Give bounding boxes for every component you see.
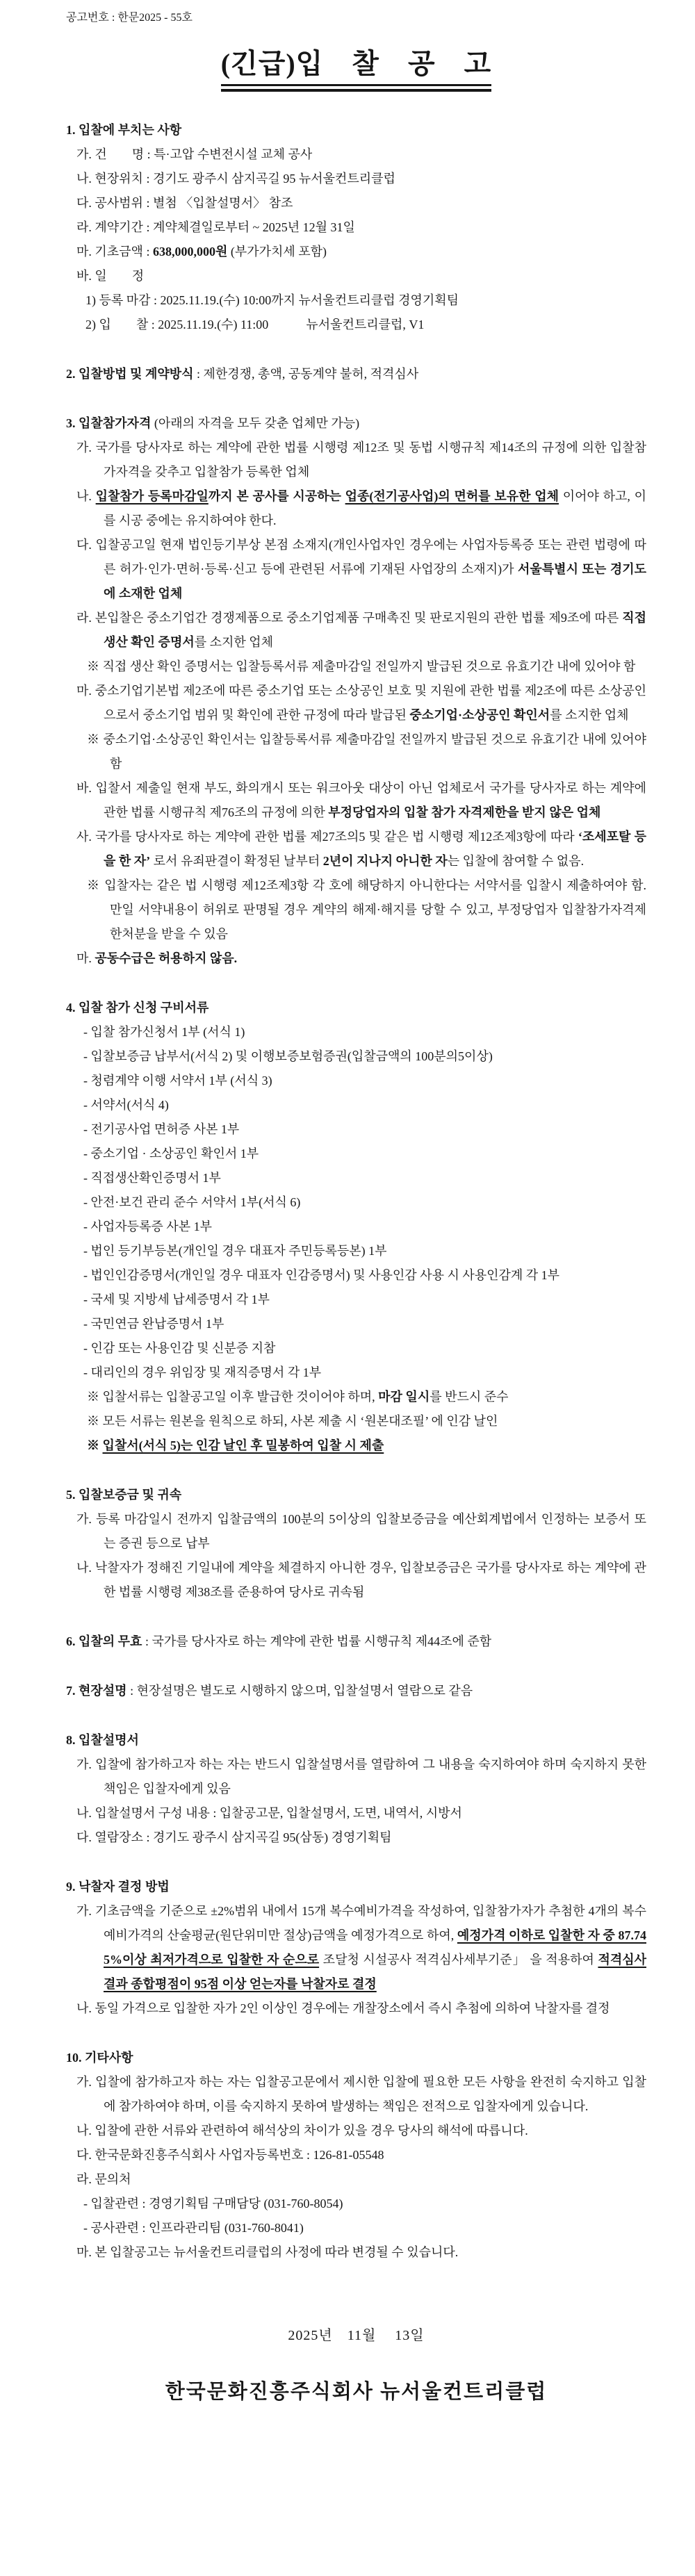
text-run: - 사업자등록증 사본 1부: [83, 1220, 212, 1233]
text-run: ※: [87, 1438, 103, 1452]
doc-line: [66, 1679, 646, 1703]
text-run: 조달청 시설공사 적격심사세부기준」 을 적용하여: [319, 1953, 598, 1967]
doc-line: [83, 1069, 646, 1093]
doc-line: [83, 1117, 646, 1142]
doc-line: [66, 1630, 646, 1654]
text-run: 입찰참가 등록마감일: [95, 489, 208, 503]
text-run: (부가가치세 포함): [227, 245, 327, 259]
doc-line: [66, 118, 646, 142]
doc-line: [83, 1093, 646, 1117]
doc-line: [83, 1142, 646, 1166]
text-run: 나. 입찰에 관한 서류와 관련하여 해석상의 차이가 있을 경우 당사의 해석에 따릅니다.: [76, 2124, 528, 2138]
text-run: 가. 입찰에 참가하고자 하는 자는 입찰공고문에서 제시한 입찰에 필요한 모든 사항을 완전히 숙지하고 입찰에 참가하여야 하며, 이를 숙지하지 못하여 발생하는 책임은 전적으로 입찰자에게 있습니다.: [76, 2075, 646, 2113]
doc-line: [85, 313, 646, 337]
doc-line: [66, 996, 646, 1020]
text-run: 중소기업·소상공인 확인서: [409, 708, 550, 722]
text-run: 나.: [76, 489, 96, 503]
text-run: 바. 일 정: [76, 269, 145, 283]
doc-line: [76, 946, 646, 971]
doc-line: [76, 484, 646, 533]
text-run: - 대리인의 경우 위임장 및 재직증명서 각 1부: [83, 1365, 322, 1379]
text-run: 마. 중소기업기본법 제2조에 따른 중소기업 또는 소상공인 보호 및 지원에 관한 법률 제2조에 따른 소상공인으로서 중소기업 범위 및 확인에 관한 규정에 따라 발급된: [76, 684, 646, 722]
doc-line: [76, 215, 646, 240]
doc-line: [76, 264, 646, 288]
doc-line: [76, 533, 646, 606]
text-run: 9. 낙찰자 결정 방법: [66, 1880, 170, 1894]
text-run: ※ 모든 서류는 원본을 원칙으로 하되, 사본 제출 시 ‘원본대조필’ 에 인감 날인: [87, 1414, 498, 1428]
doc-line: [76, 1826, 646, 1850]
text-run: - 공사관련 : 인프라관리팀 (031-760-8041): [83, 2221, 304, 2235]
text-run: : 제한경쟁, 총액, 공동계약 불허, 적격심사: [193, 367, 419, 381]
doc-line: [83, 1190, 646, 1215]
text-run: 1) 등록 마감 : 2025.11.19.(수) 10:00까지 뉴서울컨트리클럽 경영기획팀: [85, 293, 459, 307]
text-run: 직접 생산 확인 증명서: [104, 611, 646, 649]
text-run: 6. 입찰의 무효: [66, 1634, 142, 1648]
text-run: - 인감 또는 사용인감 및 신분증 지참: [83, 1341, 276, 1355]
doc-line: [76, 1753, 646, 1801]
text-run: - 법인 등기부등본(개인일 경우 대표자 주민등록등본) 1부: [83, 1244, 387, 1258]
doc-line: [76, 679, 646, 728]
text-run: 1. 입찰에 부치는 사항: [66, 123, 182, 137]
text-run: 가. 등록 마감일시 전까지 입찰금액의 100분의 5이상의 입찰보증금을 예산회계법에서 인정하는 보증서 또는 증권 등으로 납부: [76, 1512, 646, 1550]
text-run: 638,000,000원: [152, 245, 228, 259]
text-run: : 국가를 당사자로 하는 계약에 관한 법률 시행규칙 제44조에 준함: [142, 1634, 492, 1648]
text-run: 다. 한국문화진흥주식회사 사업자등록번호 : 126-81-05548: [76, 2148, 384, 2162]
doc-line: [76, 825, 646, 873]
text-run: ※ 입찰서류는 입찰공고일 이후 발급한 것이어야 하며,: [87, 1390, 379, 1404]
text-run: 가. 국가를 당사자로 하는 계약에 관한 법률 시행령 제12조 및 동법 시행규칙 제14조의 규정에 의한 입찰참가자격을 갖추고 입찰참가 등록한 업체: [76, 441, 646, 479]
doc-line: [83, 1239, 646, 1263]
text-run: - 국세 및 지방세 납세증명서 각 1부: [83, 1293, 270, 1306]
text-run: 바. 입찰서 제출일 현재 부도, 화의개시 또는 워크아웃 대상이 아닌 업체로서 국가를 당사자로 하는 계약에 관한 법률 시행규칙 제76조의 규정에 의한: [76, 781, 646, 819]
doc-line: [83, 1312, 646, 1336]
text-run: - 법인인감증명서(개인일 경우 대표자 인감증명서) 및 사용인감 사용 시 사용인감계 각 1부: [83, 1268, 560, 1282]
doc-line: [66, 411, 646, 436]
text-run: 공동수급은 허용하지 않음.: [95, 951, 238, 965]
title-block: [66, 47, 646, 92]
text-run: 를 반드시 준수: [430, 1390, 509, 1404]
text-run: ※ 입찰자는 같은 법 시행령 제12조제3항 각 호에 해당하지 아니한다는 서약서를 입찰시 제출하여야 함. 만일 서약내용이 허위로 판명될 경우 계약의 해제·해지를 당할 수 있고, 부정당업자 입찰참가자격제한처분을 받을 수 있음: [87, 878, 646, 941]
doc-line: [76, 2119, 646, 2143]
doc-line: [66, 362, 646, 386]
text-run: 나. 현장위치 : 경기도 광주시 삼지곡길 95 뉴서울컨트리클럽: [76, 172, 395, 186]
doc-line: [66, 1875, 646, 1899]
doc-line: [76, 2240, 646, 2265]
doc-line: [76, 1801, 646, 1826]
announcement-date: 2025년 11월 13일: [288, 2328, 425, 2343]
doc-line: [76, 1899, 646, 1996]
doc-line: [87, 1409, 646, 1434]
doc-line: [85, 288, 646, 313]
text-run: 라. 문의처: [76, 2172, 131, 2186]
text-run: ※ 직접 생산 확인 증명서는 입찰등록서류 제출마감일 전일까지 발급된 것으로 유효기간 내에 있어야 함: [87, 659, 636, 673]
page-title: (긴급)입 찰 공 고: [220, 48, 492, 79]
text-run: 까지 본 공사를 시공하는: [208, 489, 345, 503]
doc-line: [83, 1215, 646, 1239]
text-run: 사. 국가를 당사자로 하는 계약에 관한 법률 제27조의5 및 같은 법 시행령 제12조제3항에 따라: [76, 830, 578, 844]
text-run: - 서약서(서식 4): [83, 1098, 169, 1112]
text-run: 라. 본입찰은 중소기업간 경쟁제품으로 중소기업제품 구매촉진 및 판로지원의 관한 법률 제9조에 따른: [76, 611, 623, 625]
text-run: : 현장설명은 별도로 시행하지 않으며, 입찰설명서 열람으로 같음: [126, 1684, 473, 1698]
text-run: - 입찰보증금 납부서(서식 2) 및 이행보증보험증권(입찰금액의 100분의5이상): [83, 1049, 493, 1063]
text-run: 예정가격 이하로 입찰한 자 중 87.745%이상 최저가격으로 입찰한 자 순으로: [104, 1928, 646, 1967]
text-run: ‘조세포탈 등을 한 자’: [104, 830, 646, 868]
doc-line: [87, 655, 646, 679]
doc-line: [83, 2192, 646, 2216]
text-run: ※ 중소기업·소상공인 확인서는 입찰등록서류 제출마감일 전일까지 발급된 것으로 유효기간 내에 있어야 함: [87, 732, 646, 771]
doc-line: [83, 1020, 646, 1044]
text-run: 가. 기초금액을 기준으로 ±2%범위 내에서 15개 복수예비가격을 작성하여, 입찰참가자가 추첨한 4개의 복수예비가격의 산술평균(원단위미만 절상)금액을 예정가격으로 하여,: [76, 1904, 646, 1942]
doc-line: [76, 142, 646, 167]
text-run: - 청렴계약 이행 서약서 1부 (서식 3): [83, 1074, 272, 1088]
text-run: 마.: [76, 951, 95, 965]
title-double-underline: [221, 84, 491, 92]
text-run: 마. 본 입찰공고는 뉴서울컨트리클럽의 사정에 따라 변경될 수 있습니다.: [76, 2245, 459, 2259]
text-run: 7. 현장설명: [66, 1684, 127, 1698]
text-run: 는 입찰에 참여할 수 없음.: [447, 854, 584, 868]
text-run: 4. 입찰 참가 신청 구비서류: [66, 1001, 209, 1015]
text-run: 적격심사 결과 종합평점이 95점 이상 얻는자를 낙찰자로 결정: [104, 1953, 646, 1991]
text-run: 서울특별시 또는 경기도에 소재한 업체: [104, 562, 646, 600]
doc-line: [76, 167, 646, 191]
doc-line: [76, 2167, 646, 2192]
text-run: 8. 입찰설명서: [66, 1733, 139, 1747]
doc-line: [87, 873, 646, 946]
text-run: 업종(전기공사업)의 면허를 보유한 업체: [345, 489, 559, 503]
doc-line: [76, 2143, 646, 2167]
text-run: 나. 낙찰자가 정해진 기일내에 계약을 체결하지 아니한 경우, 입찰보증금은 국가를 당사자로 하는 계약에 관한 법률 시행령 제38조를 준용하여 당사로 귀속됨: [76, 1561, 646, 1599]
doc-line: [83, 1288, 646, 1312]
text-run: 3. 입찰참가자격: [66, 416, 152, 430]
doc-line: [66, 1483, 646, 1507]
doc-number: 공고번호 : 한문2025 - 55호: [66, 12, 193, 24]
doc-line: [76, 240, 646, 264]
text-run: 마감 일시: [378, 1390, 430, 1404]
text-run: 다. 공사범위 : 별첨 〈입찰설명서〉 참조: [76, 196, 293, 210]
text-run: 를 소지한 업체: [550, 708, 629, 722]
doc-line: [76, 2070, 646, 2119]
text-run: 나. 입찰설명서 구성 내용 : 입찰공고문, 입찰설명서, 도면, 내역서, 시방서: [76, 1806, 462, 1820]
text-run: - 국민연금 완납증명서 1부: [83, 1317, 224, 1331]
text-run: 2) 입 찰 : 2025.11.19.(수) 11:00 뉴서울컨트리클럽, V1: [85, 318, 425, 331]
text-run: 2. 입찰방법 및 계약방식: [66, 367, 194, 381]
doc-line: [76, 436, 646, 484]
text-run: 나. 동일 가격으로 입찰한 자가 2인 이상인 경우에는 개찰장소에서 즉시 추첨에 의하여 낙찰자를 결정: [76, 2001, 610, 2015]
doc-line: [83, 1166, 646, 1190]
doc-line: [66, 1728, 646, 1753]
text-run: 다. 입찰공고일 현재 법인등기부상 본점 소재지(개인사업자인 경우에는 사업자등록증 또는 관련 법령에 따른 허가·인가·면허·등록·신고 등에 관련된 서류에 기재된 사업장의 소재지)가: [76, 538, 646, 576]
text-run: 가. 입찰에 참가하고자 하는 자는 반드시 입찰설명서를 열람하여 그 내용을 숙지하여야 하며 숙지하지 못한 책임은 입찰자에게 있음: [76, 1757, 646, 1796]
issuing-company: 한국문화진흥주식회사 뉴서울컨트리클럽: [165, 2381, 548, 2403]
text-run: 10. 기타사항: [66, 2051, 133, 2065]
text-run: - 직접생산확인증명서 1부: [83, 1171, 221, 1185]
document-body: [66, 118, 646, 2265]
doc-line: [87, 1385, 646, 1409]
doc-line: [83, 1044, 646, 1069]
text-run: 라. 계약기간 : 계약체결일로부터 ~ 2025년 12월 31일: [76, 220, 355, 234]
text-run: - 전기공사업 면허증 사본 1부: [83, 1122, 240, 1136]
text-run: - 안전·보건 관리 준수 서약서 1부(서식 6): [83, 1195, 301, 1209]
text-run: 마. 기초금액 :: [76, 245, 153, 259]
doc-line: [76, 1556, 646, 1605]
doc-line: [83, 2216, 646, 2240]
text-run: 부정당업자의 입찰 참가 자격제한을 받지 않은 업체: [328, 805, 601, 819]
title-inner: [221, 47, 491, 92]
doc-line: [76, 191, 646, 215]
text-run: 이어야 하고, 이를 시공 중에는 유지하여야 한다.: [104, 489, 646, 527]
doc-line: [83, 1263, 646, 1288]
doc-line: [87, 728, 646, 776]
doc-line: [83, 1361, 646, 1385]
text-run: 5. 입찰보증금 및 귀속: [66, 1488, 182, 1502]
text-run: 가. 건 명 : 특·고압 수변전시설 교체 공사: [76, 147, 313, 161]
text-run: - 입찰 참가신청서 1부 (서식 1): [83, 1025, 245, 1039]
doc-line: [66, 2046, 646, 2070]
doc-line: [76, 1507, 646, 1556]
text-run: 입찰서(서식 5)는 인감 날인 후 밀봉하여 입찰 시 제출: [102, 1438, 384, 1452]
text-run: 다. 열람장소 : 경기도 광주시 삼지곡길 95(삼동) 경영기획팀: [76, 1830, 392, 1844]
text-run: 2년이 지나지 아니한 자: [322, 854, 448, 868]
text-run: 로서 유죄판결이 확정된 날부터: [150, 854, 323, 868]
text-run: - 입찰관련 : 경영기획팀 구매담당 (031-760-8054): [83, 2197, 343, 2210]
doc-line: [87, 1434, 646, 1458]
doc-line: [83, 1336, 646, 1361]
text-run: (아래의 자격을 모두 갖춘 업체만 가능): [151, 416, 360, 430]
doc-line: [76, 776, 646, 825]
text-run: 를 소지한 업체: [194, 635, 274, 649]
doc-line: [76, 1996, 646, 2021]
text-run: - 중소기업 · 소상공인 확인서 1부: [83, 1147, 259, 1160]
doc-line: [76, 606, 646, 655]
